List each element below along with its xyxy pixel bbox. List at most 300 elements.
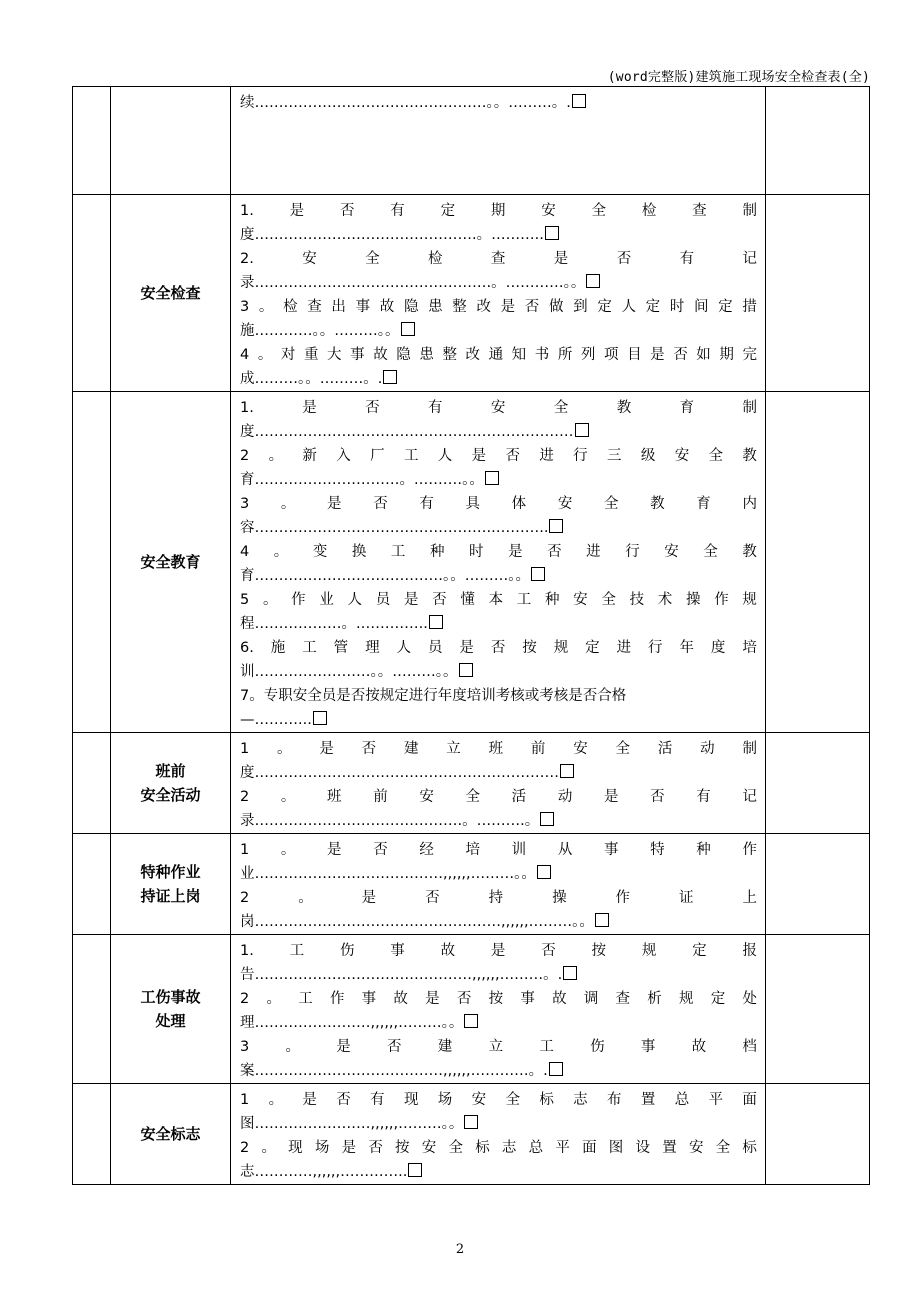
item-char: 事 [361, 991, 377, 1007]
item-char: 定 [645, 299, 661, 315]
checkbox-icon[interactable] [313, 711, 327, 725]
item-char: 证 [679, 890, 694, 906]
item-char: 否 [373, 842, 388, 858]
item-char: 否 [336, 1092, 351, 1108]
item-char: 活 [657, 741, 673, 757]
item-char: 年 [679, 640, 694, 656]
item-char: 。 [268, 1092, 284, 1108]
check-item-line [240, 420, 757, 444]
item-char: 从 [557, 842, 573, 858]
check-item-line [240, 708, 757, 732]
category-cell [111, 392, 231, 733]
item-char: 育 [696, 496, 711, 512]
item-char: 有 [679, 251, 695, 267]
item-char: 伤 [339, 943, 355, 959]
item-char: 6. [240, 640, 254, 656]
item-char: 。 [258, 299, 274, 315]
item-char: 到 [573, 299, 588, 315]
item-char: 安 [302, 251, 317, 267]
category-cell [111, 1084, 231, 1185]
item-char: 3 [240, 496, 250, 512]
item-char: 活 [511, 789, 527, 805]
item-char: 改 [465, 347, 481, 363]
item-text: 育…………………………。.………。。 [240, 472, 484, 488]
item-char: 安 [573, 592, 588, 608]
item-char: 否 [339, 203, 355, 219]
item-char: 工 [516, 592, 532, 608]
check-item-line [240, 1136, 757, 1160]
item-char: 行 [573, 448, 588, 464]
item-char: 是 [508, 544, 523, 560]
item-char: 作 [615, 890, 631, 906]
item-text: 度………………………………………………………… [240, 424, 574, 440]
item-char: 3 [240, 1039, 250, 1055]
item-char: 规 [641, 943, 657, 959]
item-char: 定 [585, 640, 600, 656]
item-char: 是 [341, 1140, 357, 1156]
item-char: 现 [403, 1092, 419, 1108]
item-text: 续…………………………………………。。………。. [240, 95, 571, 111]
item-char: 体 [511, 496, 527, 512]
item-char: 。 [262, 592, 278, 608]
check-items-cell [231, 1084, 766, 1185]
item-char: 种 [696, 842, 711, 858]
item-char: 平 [555, 1140, 570, 1156]
item-char: 整 [452, 299, 467, 315]
check-item-line [240, 939, 757, 963]
item-char: 行 [625, 544, 640, 560]
item-char: 否 [524, 299, 540, 315]
item-char: 否 [373, 496, 388, 512]
item-char: 工 [390, 544, 406, 560]
item-char: 否 [490, 640, 506, 656]
result-cell [766, 87, 870, 195]
checkbox-icon[interactable] [575, 423, 589, 437]
item-char: 全 [615, 741, 631, 757]
item-char: 是 [553, 251, 569, 267]
item-char: 现 [288, 1140, 303, 1156]
check-item-line [240, 809, 757, 833]
item-char: 按 [395, 1140, 410, 1156]
item-char: 定 [692, 943, 707, 959]
item-char: 整 [442, 347, 457, 363]
checklist-section [73, 87, 870, 195]
index-cell [73, 834, 111, 935]
checklist-section [73, 1084, 870, 1185]
item-char: 否 [387, 1039, 402, 1055]
check-items-cell [231, 834, 766, 935]
checkbox-icon[interactable] [540, 812, 554, 826]
page-number: 2 [455, 1242, 465, 1257]
item-char: 安 [674, 448, 690, 464]
item-char: 查 [692, 203, 707, 219]
item-char: 对 [280, 347, 296, 363]
item-char: 厂 [370, 448, 385, 464]
item-char: 是 [327, 496, 342, 512]
item-char: 管 [333, 640, 349, 656]
item-char: 进 [539, 448, 554, 464]
checkbox-icon[interactable] [429, 615, 443, 629]
check-item-line [240, 468, 757, 492]
item-char: 定 [597, 299, 612, 315]
item-char: 本 [488, 592, 504, 608]
item-char: 记 [742, 251, 757, 267]
checklist-section [73, 392, 870, 733]
item-char: 制 [742, 203, 757, 219]
checkbox-icon[interactable] [401, 322, 415, 336]
check-item-line [240, 910, 757, 934]
category-label: 持证上岗 [140, 887, 201, 905]
check-item-line [240, 636, 757, 660]
item-char: 安 [421, 1140, 437, 1156]
item-char: 全 [365, 251, 380, 267]
check-item-line [240, 444, 757, 468]
item-char: 调 [583, 991, 599, 1007]
check-item-line [240, 1011, 757, 1035]
item-char: 安 [490, 400, 506, 416]
item-char: 是 [302, 1092, 317, 1108]
item-char: 通 [488, 347, 504, 363]
result-cell [766, 195, 870, 392]
item-char: 具 [465, 496, 481, 512]
item-char: 。 [257, 347, 273, 363]
check-item-line [240, 1059, 757, 1083]
item-char: 4 [240, 347, 250, 363]
category-label: 安全活动 [140, 786, 201, 804]
item-char: 1 [240, 741, 250, 757]
item-char: 教 [742, 448, 757, 464]
item-text: 程………………。.………….. [240, 616, 428, 632]
checkbox-icon[interactable] [531, 567, 545, 581]
checkbox-icon[interactable] [485, 471, 499, 485]
item-char: 5 [240, 592, 250, 608]
item-char: 作 [291, 592, 306, 608]
item-char: 时 [669, 299, 685, 315]
item-char: 安 [557, 496, 573, 512]
checkbox-icon[interactable] [572, 94, 586, 108]
item-char: 施 [270, 640, 286, 656]
item-char: 人 [396, 640, 412, 656]
item-char: 目 [627, 347, 642, 363]
item-char: 经 [419, 842, 434, 858]
item-char: 全 [715, 1140, 731, 1156]
item-char: 否 [547, 544, 562, 560]
item-char: 班 [488, 741, 504, 757]
item-char: 否 [365, 400, 380, 416]
item-char: 规 [553, 640, 569, 656]
item-char: 查 [490, 251, 506, 267]
item-char: 。 [280, 842, 296, 858]
item-char: 档 [742, 1039, 757, 1055]
item-char: 否 [505, 448, 520, 464]
check-item-line [240, 295, 757, 319]
item-char: 设 [635, 1140, 651, 1156]
item-char: 培 [465, 842, 481, 858]
item-char: 安 [419, 789, 434, 805]
item-char: 否 [541, 943, 556, 959]
item-char: 查 [307, 299, 322, 315]
item-char: 种 [544, 592, 560, 608]
item-char: 全 [505, 1092, 520, 1108]
item-char: 有 [428, 400, 443, 416]
item-char: 事 [355, 299, 371, 315]
item-char: 场 [437, 1092, 453, 1108]
category-label: 安全标志 [140, 1125, 201, 1143]
item-char: 作 [742, 842, 757, 858]
check-items-cell [231, 392, 766, 733]
item-char: 检 [283, 299, 298, 315]
item-char: 定 [440, 203, 456, 219]
item-char: 项 [603, 347, 619, 363]
item-text: 业…………………………………,,,,,,………。。 [240, 866, 536, 882]
item-char: 检 [428, 251, 443, 267]
item-text: 岗……………………………………………,,,,,,………。。 [240, 914, 594, 930]
index-cell [73, 87, 111, 195]
item-char: 事 [520, 991, 535, 1007]
item-char: 安 [471, 1092, 487, 1108]
check-item-line [240, 516, 757, 540]
checklist-section [73, 935, 870, 1084]
checkbox-icon[interactable] [383, 370, 397, 384]
checkbox-icon[interactable] [586, 274, 600, 288]
checkbox-icon[interactable] [545, 226, 559, 240]
item-char: 重 [303, 347, 319, 363]
item-char: 持 [488, 890, 504, 906]
item-char: 查 [615, 991, 631, 1007]
item-char: 工 [302, 640, 317, 656]
item-char: 度 [710, 640, 726, 656]
item-char: 否 [368, 1140, 383, 1156]
item-char: 有 [390, 203, 405, 219]
index-cell [73, 935, 111, 1084]
item-char: 教 [650, 496, 665, 512]
item-char: 全 [553, 400, 569, 416]
item-text: 告………………………………………,,,,,,………。. [240, 967, 563, 983]
item-char: 事 [390, 943, 405, 959]
check-item-line [240, 199, 757, 223]
item-char: 员 [427, 640, 443, 656]
item-char: 否 [650, 789, 665, 805]
item-char: 标 [475, 1140, 490, 1156]
item-char: 1. [240, 943, 254, 959]
check-item-line [240, 612, 757, 636]
item-char: 全 [603, 496, 619, 512]
category-label: 安全检查 [140, 284, 201, 302]
item-char: 列 [580, 347, 596, 363]
category-cell [111, 834, 231, 935]
item-char: 置 [640, 1092, 656, 1108]
checkbox-icon[interactable] [459, 663, 473, 677]
item-char: 。 [268, 448, 284, 464]
item-char: 安 [664, 544, 679, 560]
item-char: 规 [742, 592, 757, 608]
item-char: 隐 [403, 299, 419, 315]
item-char: 出 [331, 299, 346, 315]
item-char: 作 [329, 991, 345, 1007]
item-char: 析 [647, 991, 662, 1007]
check-item-line [240, 367, 757, 391]
item-char: 记 [742, 789, 757, 805]
item-char: 安 [541, 203, 556, 219]
index-cell [73, 733, 111, 834]
item-char: 故 [379, 299, 395, 315]
category-label: 处理 [155, 1012, 186, 1030]
item-text: 录…………………………………….。……….。 [240, 813, 540, 829]
checkbox-icon[interactable] [549, 1062, 563, 1076]
check-item-line [240, 737, 757, 761]
item-char: 业 [319, 592, 334, 608]
item-char: 是 [490, 943, 506, 959]
item-char: 。 [280, 496, 296, 512]
item-char: 是 [650, 347, 665, 363]
item-text: —………... [240, 712, 312, 728]
check-item-line [240, 343, 757, 367]
item-char: 场 [314, 1140, 330, 1156]
item-char: 全 [465, 789, 481, 805]
item-char: 安 [573, 741, 588, 757]
index-cell [73, 1084, 111, 1185]
category-cell [111, 87, 231, 195]
item-char: 人 [347, 592, 363, 608]
item-char: 2 [240, 1140, 250, 1156]
check-item-line [240, 396, 757, 420]
item-text: 案…………………………………,,,,,,…………。. [240, 1063, 548, 1079]
item-char: 故 [691, 1039, 707, 1055]
item-char: 隐 [396, 347, 411, 363]
check-item-line [240, 987, 757, 1011]
item-text: 志…………,,,,,,………….. [240, 1164, 408, 1180]
check-item-line [240, 319, 757, 343]
item-char: 训 [511, 842, 527, 858]
item-char: 是 [302, 400, 317, 416]
index-cell [73, 195, 111, 392]
checkbox-icon[interactable] [408, 1163, 422, 1177]
item-char: 建 [403, 741, 419, 757]
item-char: 理 [365, 640, 380, 656]
check-item-line [240, 761, 757, 785]
category-label: 工伤事故 [140, 988, 201, 1006]
checkbox-icon[interactable] [464, 1014, 478, 1028]
result-cell [766, 392, 870, 733]
item-char: 。 [285, 1039, 300, 1055]
item-char: 是 [319, 741, 334, 757]
item-char: 1 [240, 1092, 250, 1108]
item-char: 故 [393, 991, 408, 1007]
item-char: 前 [530, 741, 546, 757]
item-char: 如 [696, 347, 711, 363]
item-char: 置 [662, 1140, 677, 1156]
item-char: 人 [437, 448, 453, 464]
checkbox-icon[interactable] [595, 913, 609, 927]
check-item-line [240, 247, 757, 271]
item-char: 故 [440, 943, 456, 959]
check-items-cell [231, 935, 766, 1084]
item-char: 工 [403, 448, 419, 464]
item-char: 2 [240, 789, 250, 805]
item-char: 是 [403, 592, 419, 608]
item-char: 安 [688, 1140, 704, 1156]
item-char: 是 [336, 1039, 351, 1055]
check-item-line [240, 588, 757, 612]
item-char: 入 [336, 448, 351, 464]
result-cell [766, 1084, 870, 1185]
safety-checklist-table [72, 86, 870, 1185]
checkbox-icon[interactable] [560, 764, 574, 778]
index-cell [73, 392, 111, 733]
item-text: 容…………………………………………..……….. [240, 520, 549, 536]
item-char: 按 [522, 640, 537, 656]
check-items-cell [231, 195, 766, 392]
item-char: 事 [640, 1039, 656, 1055]
result-cell [766, 733, 870, 834]
item-char: 是 [289, 203, 305, 219]
item-char: 否 [432, 592, 447, 608]
item-char: 按 [488, 991, 504, 1007]
item-char: 员 [375, 592, 391, 608]
check-item-line [240, 1088, 757, 1112]
item-char: 伤 [590, 1039, 605, 1055]
check-items-cell [231, 87, 766, 195]
item-char: 2 [240, 890, 250, 906]
checkbox-icon[interactable] [549, 519, 563, 533]
item-char: 。 [266, 991, 281, 1007]
item-char: 期 [490, 203, 506, 219]
item-char: 2 [240, 991, 250, 1007]
category-label: 班前 [155, 762, 186, 780]
item-char: 是 [603, 789, 619, 805]
item-char: 全 [591, 203, 607, 219]
checkbox-icon[interactable] [464, 1115, 478, 1129]
item-char: 完 [742, 347, 757, 363]
item-text: 施…………。。………。。 [240, 323, 400, 339]
checkbox-icon[interactable] [563, 966, 577, 980]
item-char: 班 [327, 789, 342, 805]
item-char: 事 [603, 842, 619, 858]
item-char: 全 [708, 448, 724, 464]
item-char: 全 [448, 1140, 463, 1156]
item-char: 1. [240, 400, 254, 416]
item-char: 是 [459, 640, 474, 656]
item-char: 特 [650, 842, 665, 858]
item-char: 规 [679, 991, 694, 1007]
item-char: 期 [719, 347, 734, 363]
item-char: 时 [469, 544, 484, 560]
item-char: 故 [552, 991, 567, 1007]
item-char: 全 [703, 544, 718, 560]
item-char: 。 [277, 741, 292, 757]
item-char: 是 [500, 299, 516, 315]
category-cell [111, 733, 231, 834]
item-char: 。 [261, 1140, 276, 1156]
item-char: 否 [673, 347, 688, 363]
item-text: 理……………………,,,,,,………。。 [240, 1015, 464, 1031]
category-cell [111, 935, 231, 1084]
document-header: (word完整版)建筑施工现场安全检查表(全) [607, 70, 870, 85]
result-cell [766, 834, 870, 935]
item-char: 否 [456, 991, 472, 1007]
checkbox-icon[interactable] [537, 865, 551, 879]
item-char: 是 [327, 842, 342, 858]
item-char: 处 [742, 991, 757, 1007]
item-char: 标 [742, 1140, 757, 1156]
item-char: 是 [361, 890, 377, 906]
item-char: 定 [718, 299, 733, 315]
item-char: 做 [548, 299, 564, 315]
item-char: 报 [742, 943, 757, 959]
item-char: 立 [488, 1039, 504, 1055]
item-char: 4 [240, 544, 250, 560]
item-char: 新 [302, 448, 317, 464]
